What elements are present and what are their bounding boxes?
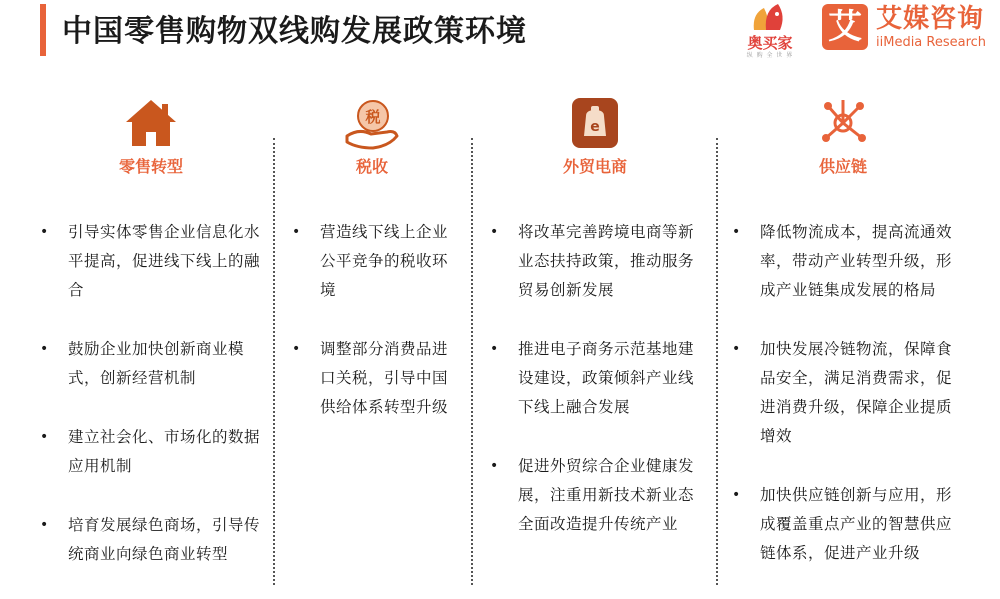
list-item: • 培育发展绿色商场，引导传统商业向绿色商业转型 xyxy=(40,511,262,569)
column-bullet-list xyxy=(292,218,452,452)
column-heading: 税收 xyxy=(355,157,388,176)
list-item: • 降低物流成本，提高流通效率，带动产业转型升级，形成产业链集成发展的格局 xyxy=(732,218,954,305)
list-item: • 营造线下线上企业公平竞争的税收环境 xyxy=(292,218,452,305)
list-item: • 将改革完善跨境电商等新业态扶持政策，推动服务贸易创新发展 xyxy=(490,218,700,305)
column-heading: 外贸电商 xyxy=(562,157,627,176)
column-supply-chain xyxy=(732,88,954,585)
list-item: • 引导实体零售企业信息化水平提高，促进线下线上的融合 xyxy=(40,218,262,305)
list-item: • 加快供应链创新与应用，形成覆盖重点产业的智慧供应链体系，促进产业升级 xyxy=(732,481,954,568)
column-heading: 零售转型 xyxy=(118,157,183,176)
aomaijia-logo-subtext: 纵 购 全 世 界 xyxy=(746,52,794,59)
column-bullet-list xyxy=(490,218,700,569)
column-foreign-trade-ecommerce xyxy=(490,88,700,585)
column-divider xyxy=(273,138,275,585)
iimedia-logo-en: iiMedia Research xyxy=(876,35,987,50)
list-item: • 推进电子商务示范基地建设建设，政策倾斜产业线下线上融合发展 xyxy=(490,335,700,422)
title-accent-bar xyxy=(40,4,46,56)
list-item: • 鼓励企业加快创新商业模式，创新经营机制 xyxy=(40,335,262,393)
iimedia-logo-cn: 艾媒咨询 xyxy=(876,4,985,34)
list-item: • 加快发展冷链物流，保障食品安全，满足消费需求，促进消费升级，保障企业提质增效 xyxy=(732,335,954,451)
column-divider xyxy=(716,138,718,585)
column-heading: 供应链 xyxy=(818,157,867,176)
iimedia-logo-mark: 艾 xyxy=(822,4,868,50)
house-icon xyxy=(122,94,180,152)
ecommerce-icon-glyph: e xyxy=(590,119,600,135)
column-tax xyxy=(292,88,452,585)
list-item: • 促进外贸综合企业健康发展，注重用新技术新业态全面改造提升传统产业 xyxy=(490,452,700,539)
aomaijia-bird-icon xyxy=(748,0,792,34)
list-item: • 调整部分消费品进口关税，引导中国供给体系转型升级 xyxy=(292,335,452,422)
aomaijia-logo xyxy=(738,0,802,62)
column-divider xyxy=(471,138,473,585)
column-retail-transformation xyxy=(40,88,262,585)
tax-icon-glyph: 税 xyxy=(365,108,381,126)
column-bullet-list xyxy=(40,218,262,599)
network-nodes-icon xyxy=(814,94,872,152)
tax-hand-icon xyxy=(343,94,401,152)
aomaijia-logo-text: 奥买家 xyxy=(747,34,793,52)
ecommerce-bag-icon xyxy=(566,94,624,152)
page-title: 中国零售购物双线购发展政策环境 xyxy=(62,14,527,49)
column-bullet-list xyxy=(732,218,954,598)
list-item: • 建立社会化、市场化的数据应用机制 xyxy=(40,423,262,481)
